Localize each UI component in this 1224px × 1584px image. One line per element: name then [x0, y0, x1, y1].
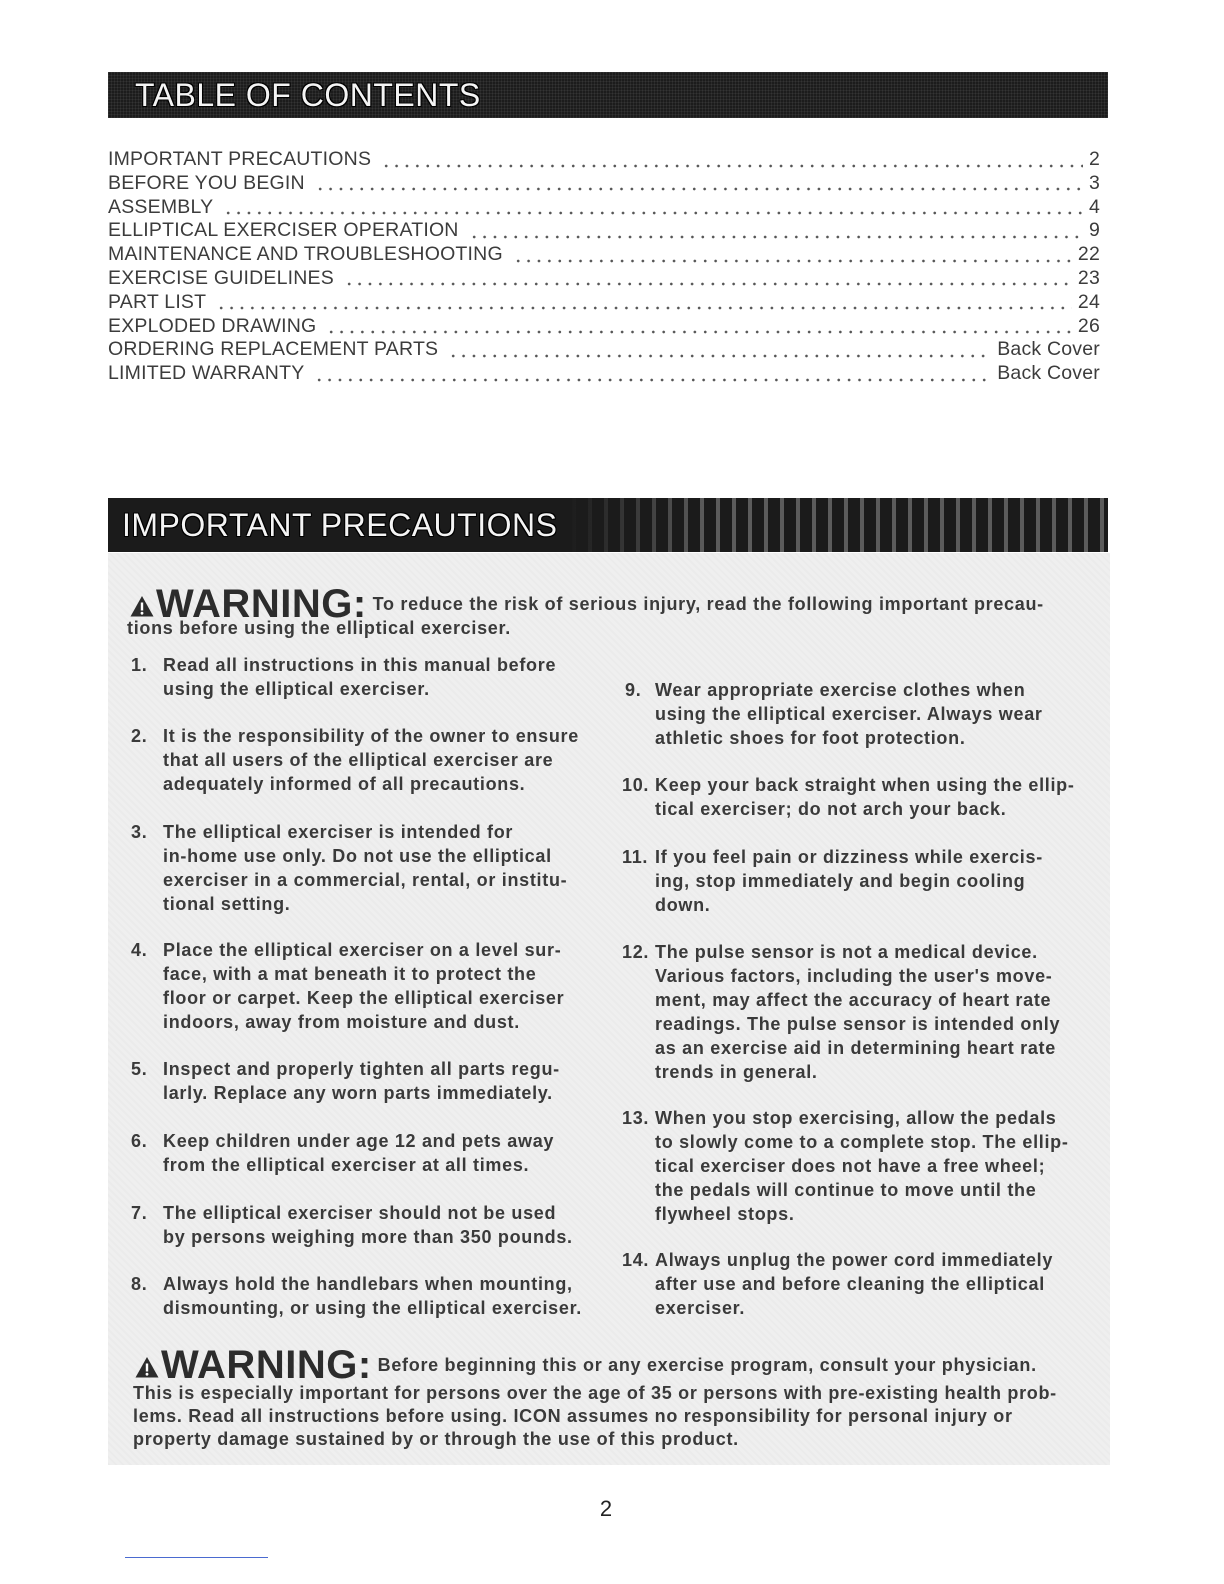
toc-entry-exercise-guidelines: [108, 267, 1100, 291]
warning-triangle-icon: [130, 595, 154, 617]
item-text: [655, 940, 1060, 1084]
toc-entry-exploded-drawing: [108, 315, 1100, 339]
toc-entry-label: BEFORE YOU BEGIN: [108, 171, 305, 194]
precaution-item-11: [622, 845, 1043, 917]
toc-dot-leader: [326, 315, 1072, 339]
item-line: Various factors, including the user's move-: [655, 966, 1053, 986]
toc-dot-leader: [314, 362, 991, 386]
precaution-item-10: [622, 773, 1075, 821]
item-line: to slowly come to a complete stop. The ellip-: [655, 1132, 1069, 1152]
toc-entry-page: 26: [1077, 314, 1100, 337]
item-line: If you feel pain or dizziness while exercis-: [655, 847, 1043, 867]
item-line: Always unplug the power cord immediately: [655, 1250, 1054, 1270]
item-line: in-home use only. Do not use the elliptical: [163, 846, 552, 866]
item-line: adequately informed of all precautions.: [163, 774, 526, 794]
toc-entry-page: 23: [1077, 266, 1100, 289]
item-line: Place the elliptical exerciser on a level sur-: [163, 940, 562, 960]
item-line: readings. The pulse sensor is intended only: [655, 1014, 1061, 1034]
item-text: [655, 845, 1043, 917]
toc-entry-maintenance-and-troubleshooting: [108, 243, 1100, 267]
item-number: 10.: [622, 775, 650, 795]
item-line: exerciser.: [655, 1298, 746, 1318]
item-line: ment, may affect the accuracy of heart rate: [655, 990, 1052, 1010]
precautions-title: IMPORTANT PRECAUTIONS: [122, 506, 558, 543]
item-number: 3.: [131, 822, 148, 842]
item-line: Always hold the handlebars when mounting,: [163, 1274, 573, 1294]
item-line: The pulse sensor is not a medical device.: [655, 942, 1038, 962]
toc-list: [108, 148, 1100, 386]
item-line: Keep children under age 12 and pets away: [163, 1131, 555, 1151]
toc-dot-leader: [216, 291, 1072, 315]
item-line: Inspect and properly tighten all parts regu-: [163, 1059, 560, 1079]
warning-top: [127, 584, 1044, 640]
toc-entry-page: 4: [1088, 195, 1100, 218]
toc-entry-page: 22: [1077, 243, 1100, 266]
toc-entry-before-you-begin: [108, 172, 1100, 196]
toc-dot-leader: [469, 219, 1083, 243]
item-text: [655, 678, 1043, 750]
item-line: athletic shoes for foot protection.: [655, 728, 966, 748]
warning-text-line: To reduce the risk of serious injury, read the following important precau-: [372, 594, 1044, 614]
item-line: larly. Replace any worn parts immediately.: [163, 1083, 553, 1103]
item-text: [163, 1201, 573, 1249]
item-line: indoors, away from moisture and dust.: [163, 1012, 520, 1032]
item-number: 6.: [131, 1131, 148, 1151]
item-text: [655, 1106, 1069, 1226]
item-text: [163, 1057, 560, 1105]
precaution-item-12: [622, 940, 1060, 1084]
item-number: 4.: [131, 940, 148, 960]
toc-entry-label: PART LIST: [108, 290, 207, 313]
item-line: down.: [655, 895, 711, 915]
toc-entry-label: EXERCISE GUIDELINES: [108, 266, 334, 289]
item-line: face, with a mat beneath it to protect the: [163, 964, 537, 984]
item-line: that all users of the elliptical exerciser are: [163, 750, 554, 770]
precaution-item-8: [131, 1272, 582, 1320]
item-number: 5.: [131, 1059, 148, 1079]
item-number: 12.: [622, 942, 650, 962]
item-line: Wear appropriate exercise clothes when: [655, 680, 1026, 700]
item-line: the pedals will continue to move until the: [655, 1180, 1037, 1200]
item-number: 8.: [131, 1274, 148, 1294]
item-number: 1.: [131, 655, 148, 675]
item-number: 9.: [625, 680, 642, 700]
toc-entry-part-list: [108, 291, 1100, 315]
warning-text-line: Before beginning this or any exercise program, consult your physician.: [377, 1355, 1037, 1375]
toc-dot-leader: [315, 172, 1083, 196]
toc-entry-label: ELLIPTICAL EXERCISER OPERATION: [108, 219, 459, 242]
item-line: The elliptical exerciser should not be used: [163, 1203, 557, 1223]
item-text: [163, 820, 567, 916]
item-line: Read all instructions in this manual before: [163, 655, 557, 675]
toc-entry-page: Back Cover: [997, 338, 1100, 361]
item-line: tical exerciser; do not arch your back.: [655, 799, 1007, 819]
item-number: 14.: [622, 1250, 650, 1270]
toc-entry-label: MAINTENANCE AND TROUBLESHOOTING: [108, 243, 503, 266]
warning-text-line: tions before using the elliptical exerciser.: [127, 618, 511, 638]
item-number: 2.: [131, 726, 148, 746]
precaution-item-13: [622, 1106, 1069, 1226]
precaution-item-7: [131, 1201, 573, 1249]
toc-entry-label: LIMITED WARRANTY: [108, 362, 305, 385]
item-line: using the elliptical exerciser. Always wear: [655, 704, 1043, 724]
item-line: tical exerciser does not have a free wheel;: [655, 1156, 1046, 1176]
item-line: tional setting.: [163, 894, 291, 914]
precautions-header-bar: [108, 498, 1108, 552]
warning-triangle-icon: [135, 1356, 159, 1378]
item-line: by persons weighing more than 350 pounds.: [163, 1227, 573, 1247]
item-text: [163, 938, 564, 1034]
toc-entry-page: 3: [1088, 171, 1100, 194]
toc-entry-label: ORDERING REPLACEMENT PARTS: [108, 338, 439, 361]
item-text: [163, 1129, 554, 1177]
item-line: Keep your back straight when using the ellip-: [655, 775, 1075, 795]
toc-title: TABLE OF CONTENTS: [135, 76, 481, 113]
toc-dot-leader: [344, 267, 1072, 291]
warning-bottom-heading-line: [133, 1345, 1057, 1385]
toc-header-bar: [108, 72, 1108, 118]
toc-entry-label: EXPLODED DRAWING: [108, 314, 317, 337]
item-line: exerciser in a commercial, rental, or institu-: [163, 870, 568, 890]
toc-entry-label: ASSEMBLY: [108, 195, 214, 218]
precaution-item-1: [131, 653, 556, 701]
toc-entry-page: 9: [1088, 219, 1100, 242]
warning-label: WARNING:: [156, 582, 367, 626]
precaution-item-14: [622, 1248, 1053, 1320]
item-line: dismounting, or using the elliptical exerciser.: [163, 1298, 582, 1318]
item-line: The elliptical exerciser is intended for: [163, 822, 514, 842]
item-line: ing, stop immediately and begin cooling: [655, 871, 1026, 891]
item-text: [163, 653, 556, 701]
item-text: [655, 773, 1075, 821]
toc-entry-important-precautions: [108, 148, 1100, 172]
warning-bottom: [133, 1345, 1057, 1451]
item-text: [163, 1272, 582, 1320]
toc-entry-ordering-replacement-parts: [108, 338, 1100, 362]
page-number: 2: [599, 1496, 613, 1521]
footer-rule: [125, 1557, 268, 1558]
toc-dot-leader: [513, 243, 1072, 267]
warning-text-line: This is especially important for persons over the age of 35 or persons with pre-existing health prob-: [133, 1383, 1057, 1403]
warning-label: WARNING:: [161, 1343, 372, 1387]
item-number: 13.: [622, 1108, 650, 1128]
item-line: When you stop exercising, allow the pedals: [655, 1108, 1057, 1128]
warning-text-line: lems. Read all instructions before using. ICON assumes no responsibility for personal injury or: [133, 1406, 1013, 1426]
toc-entry-page: Back Cover: [997, 362, 1100, 385]
item-line: from the elliptical exerciser at all times.: [163, 1155, 530, 1175]
precaution-item-6: [131, 1129, 554, 1177]
item-line: flywheel stops.: [655, 1204, 795, 1224]
toc-entry-assembly: [108, 196, 1100, 220]
precaution-item-5: [131, 1057, 560, 1105]
item-number: 11.: [622, 847, 649, 867]
toc-entry-page: 2: [1088, 148, 1100, 170]
toc-dot-leader: [448, 338, 991, 362]
item-number: 7.: [131, 1203, 148, 1223]
item-text: [163, 724, 579, 796]
toc-entry-elliptical-exerciser-operation: [108, 219, 1100, 243]
toc-entry-page: 24: [1077, 290, 1100, 313]
toc-entry-limited-warranty: [108, 362, 1100, 386]
toc-entry-label: IMPORTANT PRECAUTIONS: [108, 148, 372, 170]
warning-text-line: property damage sustained by or through the use of this product.: [133, 1429, 739, 1449]
precaution-item-3: [131, 820, 567, 916]
precaution-item-2: [131, 724, 579, 796]
item-text: [655, 1248, 1053, 1320]
item-line: as an exercise aid in determining heart rate: [655, 1038, 1056, 1058]
precaution-item-9: [622, 678, 1043, 750]
item-line: floor or carpet. Keep the elliptical exerciser: [163, 988, 565, 1008]
item-line: It is the responsibility of the owner to ensure: [163, 726, 579, 746]
precaution-item-4: [131, 938, 564, 1034]
item-line: trends in general.: [655, 1062, 818, 1082]
toc-dot-leader: [381, 148, 1083, 172]
toc-dot-leader: [223, 196, 1083, 220]
item-line: using the elliptical exerciser.: [163, 679, 430, 699]
item-line: after use and before cleaning the elliptical: [655, 1274, 1045, 1294]
